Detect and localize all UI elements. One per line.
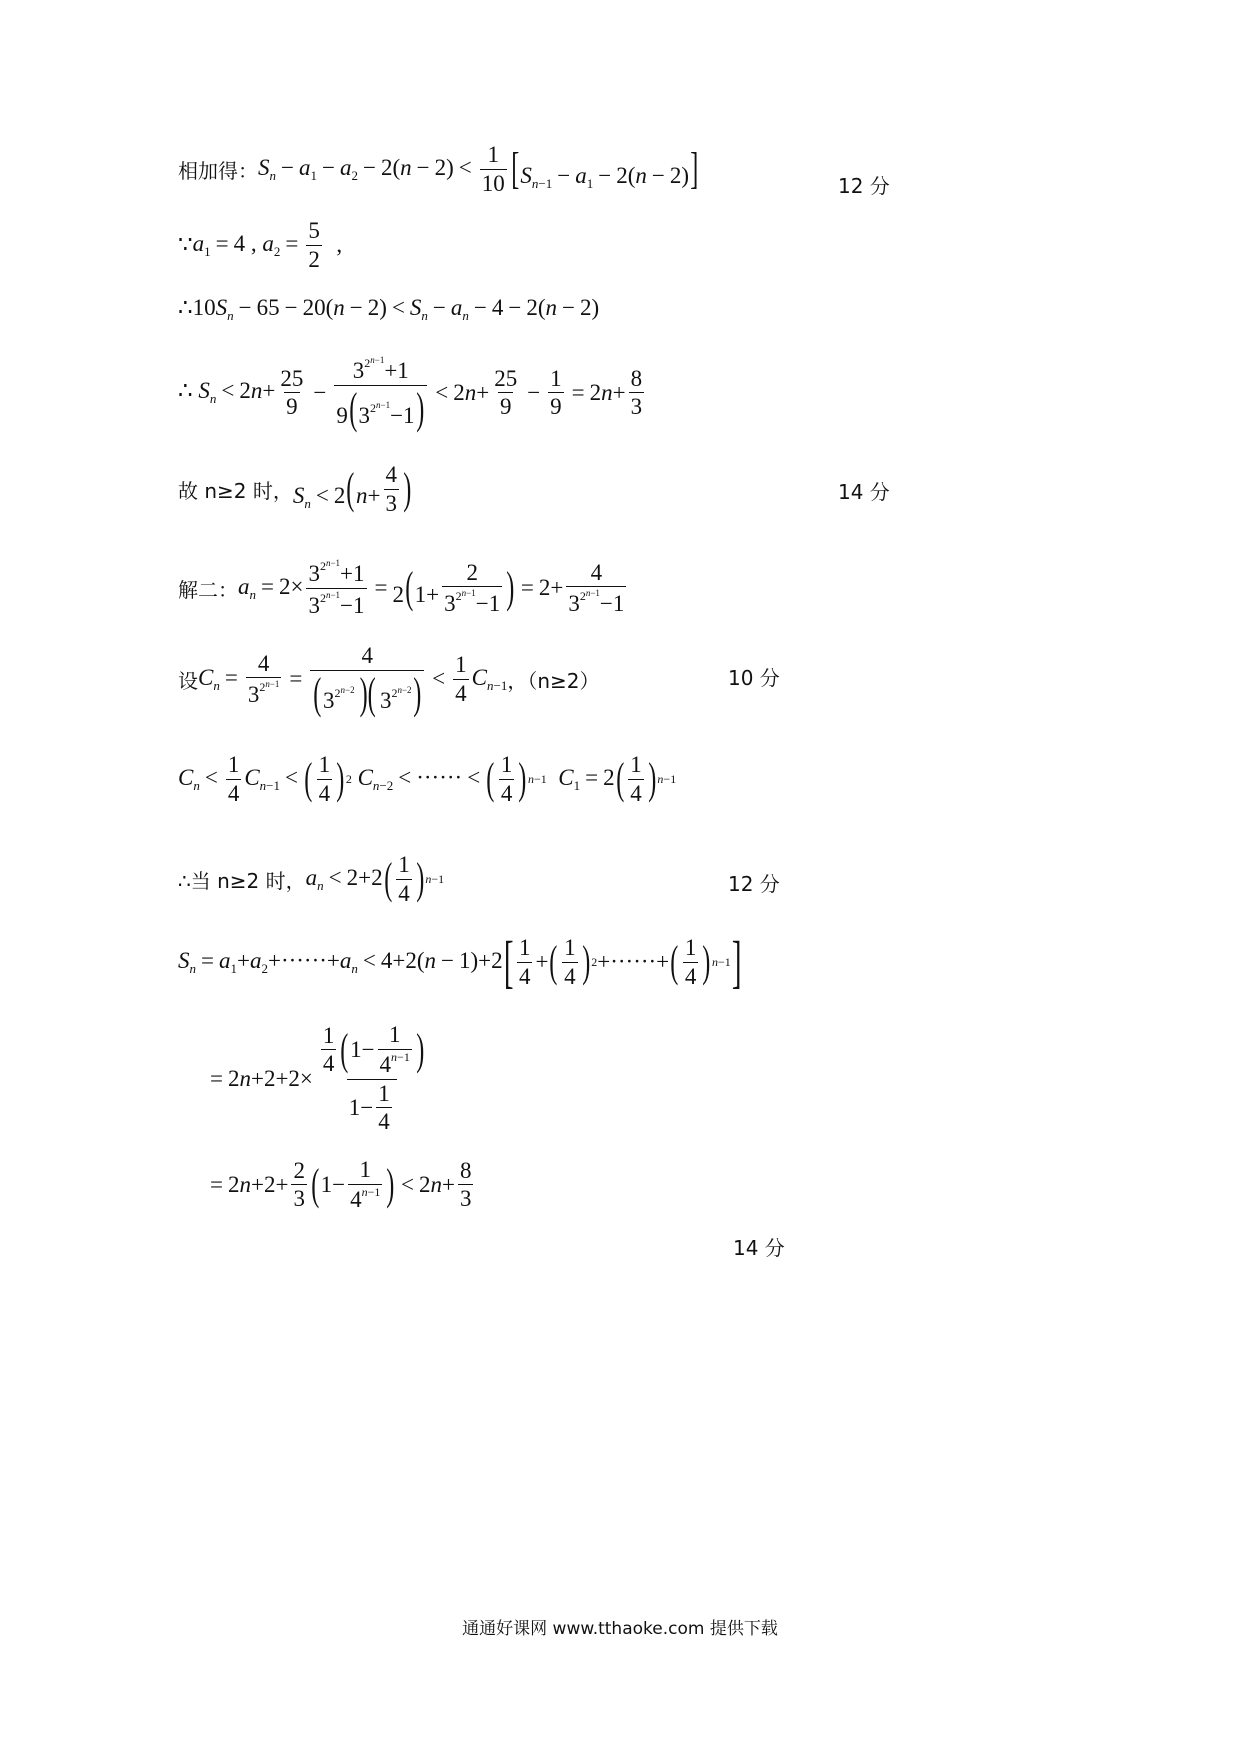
geometric-sum-line bbox=[205, 1022, 430, 1135]
fraction: $\frac{8}{3}$ bbox=[630, 365, 643, 420]
define-cn-line: 设 $C_n$ = $\frac{4}{3^{2^{n-1}}}$ = $\frac{4}{(3^{2^{n-2}} )( 3^{2^{n-2}})}$ < $\frac{1}{4}$ $C_{n-1}$ ，（n≥2） bbox=[178, 643, 600, 718]
fraction: $\frac{1}{4}$ ( 1− $\frac{1}{4^{n-1}}$ ) 1− $\frac{1}{4}$ bbox=[322, 1022, 425, 1135]
sum-intro-label: 相加得： bbox=[178, 158, 258, 183]
fraction: $\frac{1}{4}$ bbox=[518, 934, 531, 989]
fraction: $\frac{1}{10}$ bbox=[481, 142, 505, 196]
fraction: $\frac{1}{4}$ bbox=[630, 752, 642, 806]
inequality-line bbox=[178, 295, 599, 324]
math-expr: $a_1 = 4$ , $a_2$ = bbox=[192, 230, 299, 259]
fraction: $\frac{1}{4}$ bbox=[398, 852, 410, 906]
math-expr: ∴ $S_n < 2n+$ bbox=[178, 378, 276, 407]
fraction: $\frac{25}{9}$ bbox=[494, 365, 518, 420]
solution2-label: 解二： bbox=[178, 577, 238, 602]
solution2-line: 解二： $a_n = 2\times$ $\frac{3^{2^{n-1}}+1}{3^{2^{n-1}}-1}$ = 2(1+ $\frac{2}{3^{2^{n-1}}-1}$ ) = 2+ $\frac{4}{3^{2^{n-1}}-1}$ bbox=[178, 558, 625, 618]
fraction: $\frac{1}{9}$ bbox=[550, 365, 562, 420]
score-label: 12 分 bbox=[838, 174, 890, 198]
fraction: $\frac{1}{4}$ bbox=[227, 752, 240, 806]
fraction: $\frac{1}{4}$ bbox=[318, 752, 331, 806]
fraction: $\frac{3^{2^{n-1}}+1}{3^{2^{n-1}}-1}$ bbox=[308, 558, 365, 618]
sn-sum-line: $S_n = a_1+a_2+\cdot\cdot\cdot\cdot\cdot\cdot+a_n < 4+2(n - 1)+2$ [ $\frac{1}{4}$ + ( $\frac{1}{4}$ ) 2 +······+ ( $\frac{1}{4}$ ) n−1 ] bbox=[178, 929, 742, 994]
comma: , bbox=[324, 232, 343, 258]
fraction: $\frac{1}{4}$ bbox=[684, 934, 697, 989]
fraction: $\frac{5}{2}$ bbox=[308, 218, 320, 272]
score-label: 14 分 bbox=[838, 480, 890, 504]
therefore-when-label: ∴当 n≥2 时， bbox=[178, 868, 306, 893]
math-expr: $S_n - a_1 - a_2 - 2(n - 2)$ < bbox=[258, 154, 472, 183]
math-expr: $C_n$ = bbox=[198, 664, 238, 693]
score-label: 14 分 bbox=[733, 1236, 785, 1260]
given-values-line bbox=[178, 218, 342, 273]
math-expr: $[S_{n-1} - a_1 - 2(n - 2)]$ bbox=[511, 143, 699, 193]
because-symbol: ∵ bbox=[178, 232, 193, 258]
hence-label: 故 n≥2 时， bbox=[178, 478, 293, 503]
math-expr: = 2n+2+2× bbox=[210, 1065, 313, 1091]
fraction: $\frac{3^{2^{n-1}}+1}{9(3^{2^{n-1}}-1)}$ bbox=[334, 355, 427, 431]
math-expr: $a_n < 2+2$ bbox=[305, 864, 383, 893]
conclusion-line: 故 n≥2 时， $S_n < 2(n+$ $\frac{4}{3}$ ) bbox=[178, 462, 412, 516]
fraction: $\frac{1}{4}$ bbox=[455, 652, 467, 706]
math-expr: $S_n = a_1+a_2+\cdot\cdot\cdot\cdot\cdot\cdot+a_n < 4+2(n - 1)+2$ bbox=[178, 947, 503, 976]
fraction: $\frac{4}{3^{2^{n-1}}}$ bbox=[247, 650, 280, 708]
fraction: $\frac{4}{3^{2^{n-1}}-1}$ bbox=[568, 559, 625, 617]
math-expr: $S_n < 2(n+$ bbox=[292, 463, 381, 513]
fraction: $\frac{8}{3}$ bbox=[459, 1157, 472, 1212]
fraction: $\frac{1}{4}$ bbox=[500, 752, 513, 806]
fraction: $\frac{2}{3^{2^{n-1}}-1}$ bbox=[444, 559, 501, 617]
math-expr: $a_n = 2\times$ bbox=[238, 573, 304, 602]
fraction: $\frac{4}{3}$ bbox=[385, 462, 397, 516]
math-expr: = 2n+2+ bbox=[210, 1171, 289, 1197]
an-bound-line: ∴当 n≥2 时， $a_n < 2+2$ ( $\frac{1}{4}$ ) n−1 bbox=[178, 852, 445, 906]
score-label: 10 分 bbox=[728, 666, 780, 690]
final-bound-line: = 2n+2+ $\frac{2}{3}$ ( 1− $\frac{1}{4^{n-1}}$ ) < 2n+ $\frac{8}{3}$ bbox=[205, 1157, 476, 1213]
cn-chain-line: $C_n$ < $\frac{1}{4}$ $C_{n-1}$ < ( $\frac{1}{4}$ ) 2 $C_{n-2}$ < ······ < ( $\frac{1}{4}$ ) n−1 $C_1 = 2$ ( $\frac{1}{4}$ ) n−1 bbox=[178, 752, 677, 806]
fraction: $\frac{25}{9}$ bbox=[280, 365, 304, 420]
fraction: $\frac{1}{4^{n-1}}$ bbox=[350, 1157, 381, 1212]
fraction: $\frac{4}{(3^{2^{n-2}} )( 3^{2^{n-2}})}$ bbox=[310, 643, 424, 716]
footer-credit: 通通好课网 www.tthaoke.com 提供下载 bbox=[462, 1619, 778, 1639]
fraction: $\frac{1}{4}$ bbox=[564, 934, 576, 989]
score-label: 12 分 bbox=[728, 872, 780, 896]
fraction: $\frac{2}{3}$ bbox=[293, 1157, 305, 1212]
condition-label: ，（n≥2） bbox=[507, 668, 600, 693]
equation-sum-line bbox=[178, 142, 700, 197]
sn-bound-line: ∴ $S_n < 2n+$ $\frac{25}{9}$ − $\frac{3^{2^{n-1}}+1}{9(3^{2^{n-1}}-1)}$ < 2n+ $\frac{25}{9}$ − $\frac{1}{9}$ = 2n+ $\frac{8}{3}$ bbox=[178, 355, 643, 433]
set-label: 设 bbox=[178, 668, 198, 693]
math-expr: $\therefore 10S_n - 65 - 20(n - 2) < S_n - a_n - 4 - 2(n - 2)$ bbox=[178, 295, 600, 323]
math-expr: $C_n$ < bbox=[178, 764, 218, 793]
